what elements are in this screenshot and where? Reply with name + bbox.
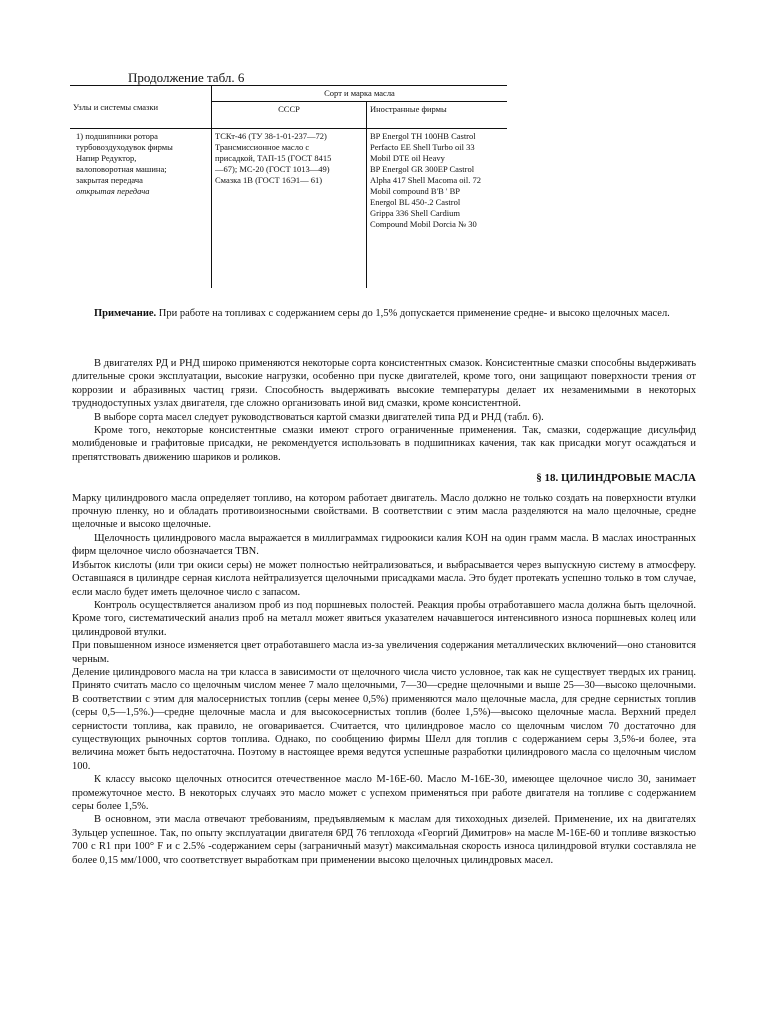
table-caption: Продолжение табл. 6 — [128, 70, 245, 85]
col-foreign-header: Иностранные фирмы — [367, 102, 508, 129]
paragraph: Деление цилиндрового масла на три класса в зависимости от щелочного числа чисто условное, так как не существует твердых их границ. Принято считать масло со щелочным числом менее 7 мало щелочными, 7—30—средне щелочными и выше 25—30—высоко щелочными. В соответствии с этим для малосернистых топлив (серы менее 0,5%) применяются мало щелочные масла, для средне сернистых топлив (серы 0,5—1,5%.)—средне щелочные масла и для высокосернистых топлив (более 1,5%)—высоко щелочные масла. Верхний предел сернистости топлива, как правило, не оговаривается. Считается, что цилиндровое масло со щелочным числом 70 достаточно для существующих рыночных сортов топлива. Однако, по сообщению фирмы Шелл для топлив с содержанием серы 3,5%-и более, эта величина может быть недостаточна. Поэтому в настоящее время ведутся успешные разработки цилиндрового масла со щелочным числом 100. — [72, 666, 696, 772]
table-note — [72, 307, 696, 320]
cell-foreign: BP Energol TH 100HB Castrol Perfacto EE Shell Turbo oil 33 Mobil DTE oil Heavy BP Energol GR 300EP Castrol Alpha 417 Shell Macoma oil. 72 Mobil compound B'B ' BP Energol BL 450-.2 Castrol Grippa 336 Shell Cardium Compound Mobil Dorcia № 30 — [367, 129, 508, 289]
paragraph: Марку цилиндрового масла определяет топливо, на котором работает двигатель. Масло должно не только создать на поверхности втулки прочную пленку, но и обладать противоизносными свойствами. В соответствии с этим масла разделяются на мало щелочные, средне щелочные и высоко щелочные. — [72, 492, 696, 531]
cell-ussr: ТСКт-46 (ТУ 38-1-01-237—72) Трансмиссионное масло с присадкой, ТАП-15 (ГОСТ 8415 —67); МС-20 (ГОСТ 1013—49) Смазка 1В (ГОСТ 16Э1— 61) — [212, 129, 367, 289]
paragraph: К классу высоко щелочных относится отечественное масло М-16Е-60. Масло М-16Е-30, имеющее щелочное число 30, занимает промежуточное место. В некоторых случаях это масло может с успехом применяться при работе двигателя на топливе с содержанием серы более 1,5%. — [72, 774, 696, 812]
note-text: При работе на топливах с содержанием серы до 1,5% допускается применение средне- и высоко щелочных масел. — [158, 308, 670, 319]
paragraph: В выборе сорта масел следует руководствоваться картой смазки двигателей типа РД и РНД (табл. 6). — [94, 411, 544, 423]
paragraph: При повышенном износе изменяется цвет отработавшего масла из-за увеличения содержания металлических включений—оно становится черным. — [72, 640, 696, 665]
lubrication-table — [70, 85, 507, 288]
col-ussr-header: СССР — [212, 102, 367, 129]
paragraph: В основном, эти масла отвечают требованиям, предъявляемым к маслам для тихоходных дизелей. Применение, их на двигателях Зульцер успешное. Так, по опыту эксплуатации двигателя 6РД 76 теплохода «Георгий Димитров» на масле М-16Е-60 и топливе вязкостью 700 с R1 при 100° F и с 2.5% -содержанием серы (заграничный мазут) максимальная скорость износа цилиндровой втулки составляла не более 0,15 мм/1000, что соответствует выработкам при применении высоко щелочных цилиндровых масел. — [72, 814, 696, 866]
paragraph: Щелочность цилиндрового масла выражается в миллиграммах гидроокиси калия KOH на один грамм масла. В маслах иностранных фирм щелочное число обозначается TBN. — [72, 532, 696, 558]
paragraph: Избыток кислоты (или три окиси серы) не может полностью нейтрализоваться, и выбрасывается через выпускную систему в атмосферу. Оставшаяся в цилиндре серная кислота нейтрализуется щелочными присадками масла. Это будет протекать успешно только в том случае, если масло будет иметь щелочное число с запасом. — [72, 559, 696, 598]
paragraph: Кроме того, некоторые консистентные смазки имеют строго ограниченные применения. Так, смазки, содержащие дисульфид молибденовые и графитовые присадки, не рекомендуется использовать в подшипниках качения, так как присадки могут осаждаться и препятствовать движению шариков и роликов. — [72, 425, 696, 463]
paragraph: В двигателях РД и РНД широко применяются некоторые сорта консистентных смазок. Консистентные смазки способны выдерживать длительные сроки эксплуатации, высокие нагрузки, особенно при пуске двигателей, кроме того, они защищают поверхности трения от коррозии и абразивных частиц грязи. Способность выдерживать высокие температуры делает их незаменимыми в некоторых труднодоступных узлах двигателя, где сложно организовать иной вид смазки, кроме консистентной. — [72, 358, 696, 410]
col-units-header: Узлы и системы смазки — [70, 86, 212, 129]
paragraph: Контроль осуществляется анализом проб из под поршневых полостей. Реакция пробы отработавшего масла должна быть щелочной. Кроме того, систематический анализ проб на металл может явиться указателем начавшегося интенсивного износа поршневых колец или цилиндровой втулки. — [72, 599, 696, 638]
group-header: Сорт и марка масла — [212, 86, 508, 102]
section-heading: § 18. ЦИЛИНДРОВЫЕ МАСЛА — [536, 472, 696, 485]
cell-units: 1) подшипники ротора турбовоздуходувок фирмы Напир Редуктор, валоповоротная машина; закрытая передача открытая передача — [76, 131, 173, 197]
note-label: Примечание. — [94, 308, 157, 319]
body-text — [72, 357, 696, 867]
